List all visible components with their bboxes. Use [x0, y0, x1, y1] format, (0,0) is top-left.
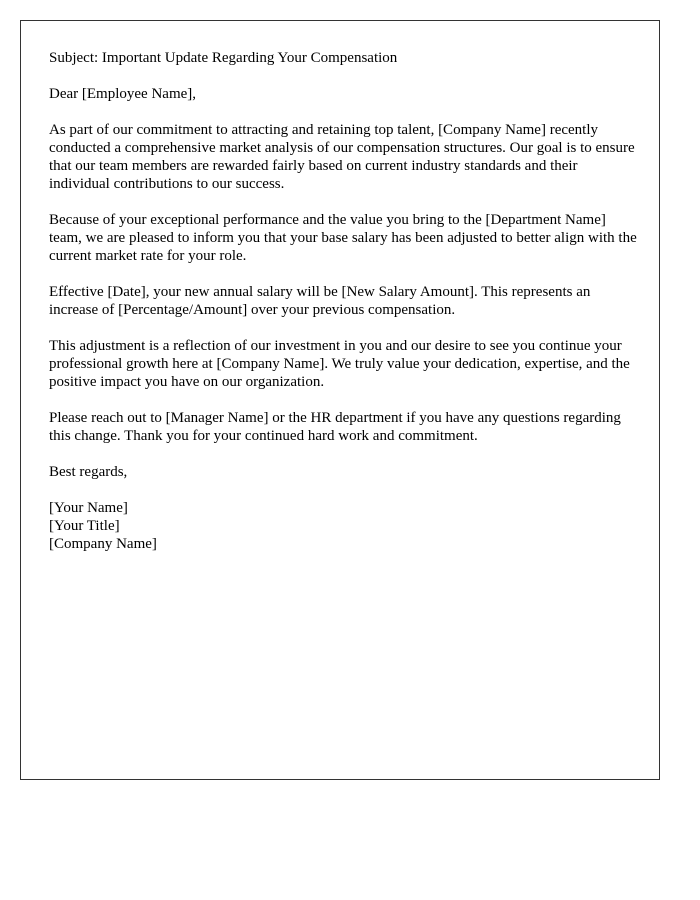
paragraph-market-analysis: As part of our commitment to attracting and retaining top talent, [Company Name] recently conducted a comprehensive market analysis of our compensation structures. Our goal is to ensure that our team members are rewarded fairly based on current industry standards and their individual contributions to our success. [49, 122, 635, 192]
paragraph-investment: This adjustment is a reflection of our investment in you and our desire to see you continue your professional growth here at [Company Name]. We truly value your dedication, expertise, and the positive impact you have on our organization. [49, 338, 630, 390]
subject-line: Subject: Important Update Regarding Your Compensation [49, 50, 398, 66]
signature-block [49, 499, 639, 553]
paragraph-salary-adjustment: Because of your exceptional performance and the value you bring to the [Department Name] team, we are pleased to inform you that your base salary has been adjusted to better align with the current market rate for your role. [49, 212, 637, 264]
salutation: Dear [Employee Name], [49, 86, 197, 102]
signature-name: [Your Name] [49, 500, 128, 516]
paragraph-contact: Please reach out to [Manager Name] or the HR department if you have any questions regarding this change. Thank you for your continued hard work and commitment. [49, 410, 621, 444]
letter-body [49, 49, 639, 553]
paragraph-new-salary: Effective [Date], your new annual salary will be [New Salary Amount]. This represents an increase of [Percentage/Amount] over your previous compensation. [49, 284, 591, 318]
document-page [20, 20, 660, 780]
signature-title: [Your Title] [49, 518, 120, 534]
closing: Best regards, [49, 464, 128, 480]
signature-company: [Company Name] [49, 536, 157, 552]
